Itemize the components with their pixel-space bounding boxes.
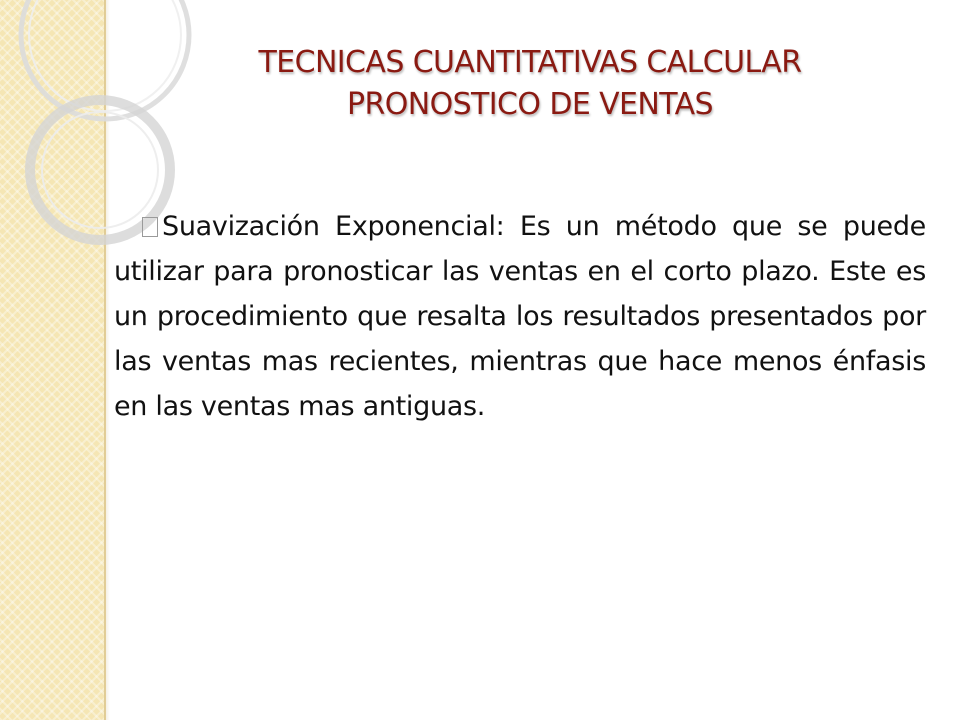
square-bullet-icon xyxy=(142,217,158,237)
side-decorative-band xyxy=(0,0,106,720)
body-text: Suavización Exponencial: Es un método que se puede utilizar para pronosticar las ventas en el corto plazo. Este es un procedimiento que resalta los resultados presentados por las ventas mas recientes, mientras que hace menos énfasis en las ventas mas antiguas. xyxy=(114,211,926,422)
title-line-2: PRONOSTICO DE VENTAS xyxy=(347,87,713,122)
side-band-shadow xyxy=(104,0,110,720)
title-line-1: TECNICAS CUANTITATIVAS CALCULAR xyxy=(258,45,802,80)
body-paragraph xyxy=(114,204,926,429)
slide-title xyxy=(150,42,910,126)
